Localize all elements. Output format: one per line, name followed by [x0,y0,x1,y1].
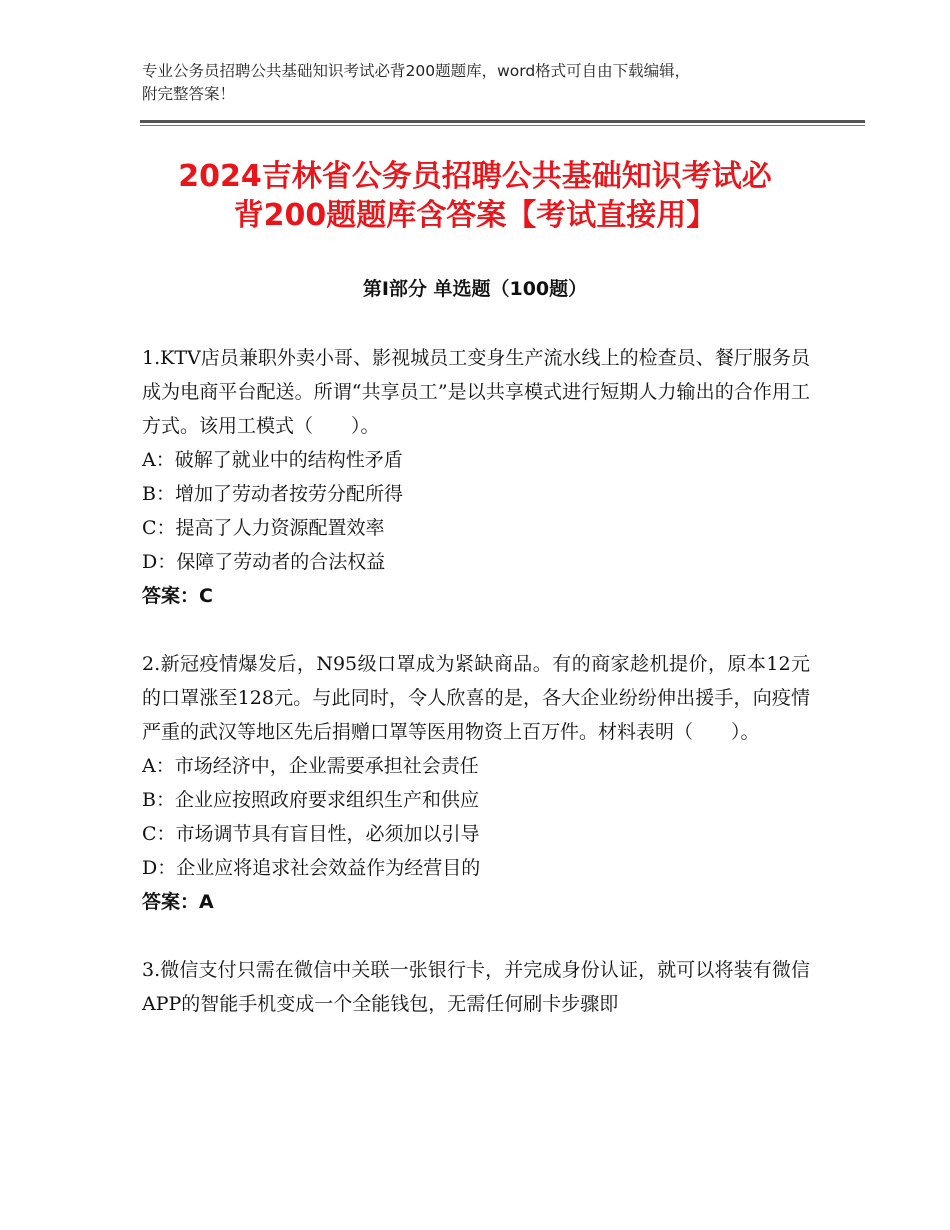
document-title-line-2: 背200题题库含答案【考试直接用】 [233,198,717,233]
question-spacer [142,919,810,953]
answer-line: 答案：C [142,585,213,607]
question-1 [142,341,810,613]
question-list [142,341,810,1021]
option-b: B：企业应按照政府要求组织生产和供应 [142,789,479,811]
header-divider-thin [140,125,865,126]
header-divider-thick [140,120,865,123]
question-2 [142,647,810,919]
question-3 [142,953,810,1021]
option-a: A：市场经济中，企业需要承担社会责任 [142,755,479,777]
question-stem: 2.新冠疫情爆发后，N95级口罩成为紧缺商品。有的商家趁机提价，原本12元的口罩涨至128元。与此同时，令人欣喜的是，各大企业纷纷伸出援手，向疫情严重的武汉等地区先后捐赠口罩等医用物资上百万件。材料表明（ ）。 [142,653,810,743]
option-a: A：破解了就业中的结构性矛盾 [142,449,403,471]
option-c: C：市场调节具有盲目性，必须加以引导 [142,823,480,845]
question-stem: 1.KTV店员兼职外卖小哥、影视城员工变身生产流水线上的检查员、餐厅服务员成为电商平台配送。所谓“共享员工”是以共享模式进行短期人力输出的合作用工方式。该用工模式（ ）。 [142,347,810,437]
document-title-line-1: 2024吉林省公务员招聘公共基础知识考试必 [178,159,772,194]
section-heading: 第Ⅰ部分 单选题（100题） [362,278,588,300]
question-stem: 3.微信支付只需在微信中关联一张银行卡，并完成身份认证，就可以将装有微信APP的智能手机变成一个全能钱包，无需任何刷卡步骤即 [142,959,810,1015]
option-d: D：保障了劳动者的合法权益 [142,551,386,573]
header-note-line-2: 附完整答案！ [142,85,236,103]
question-spacer [142,613,810,647]
document-title [120,157,830,235]
answer-line: 答案：A [142,891,214,913]
option-d: D：企业应将追求社会效益作为经营目的 [142,857,481,879]
option-b: B：增加了劳动者按劳分配所得 [142,483,403,505]
option-c: C：提高了人力资源配置效率 [142,517,385,539]
header-note [142,60,822,106]
header-note-line-1: 专业公务员招聘公共基础知识考试必背200题题库，word格式可自由下载编辑， [142,62,691,80]
